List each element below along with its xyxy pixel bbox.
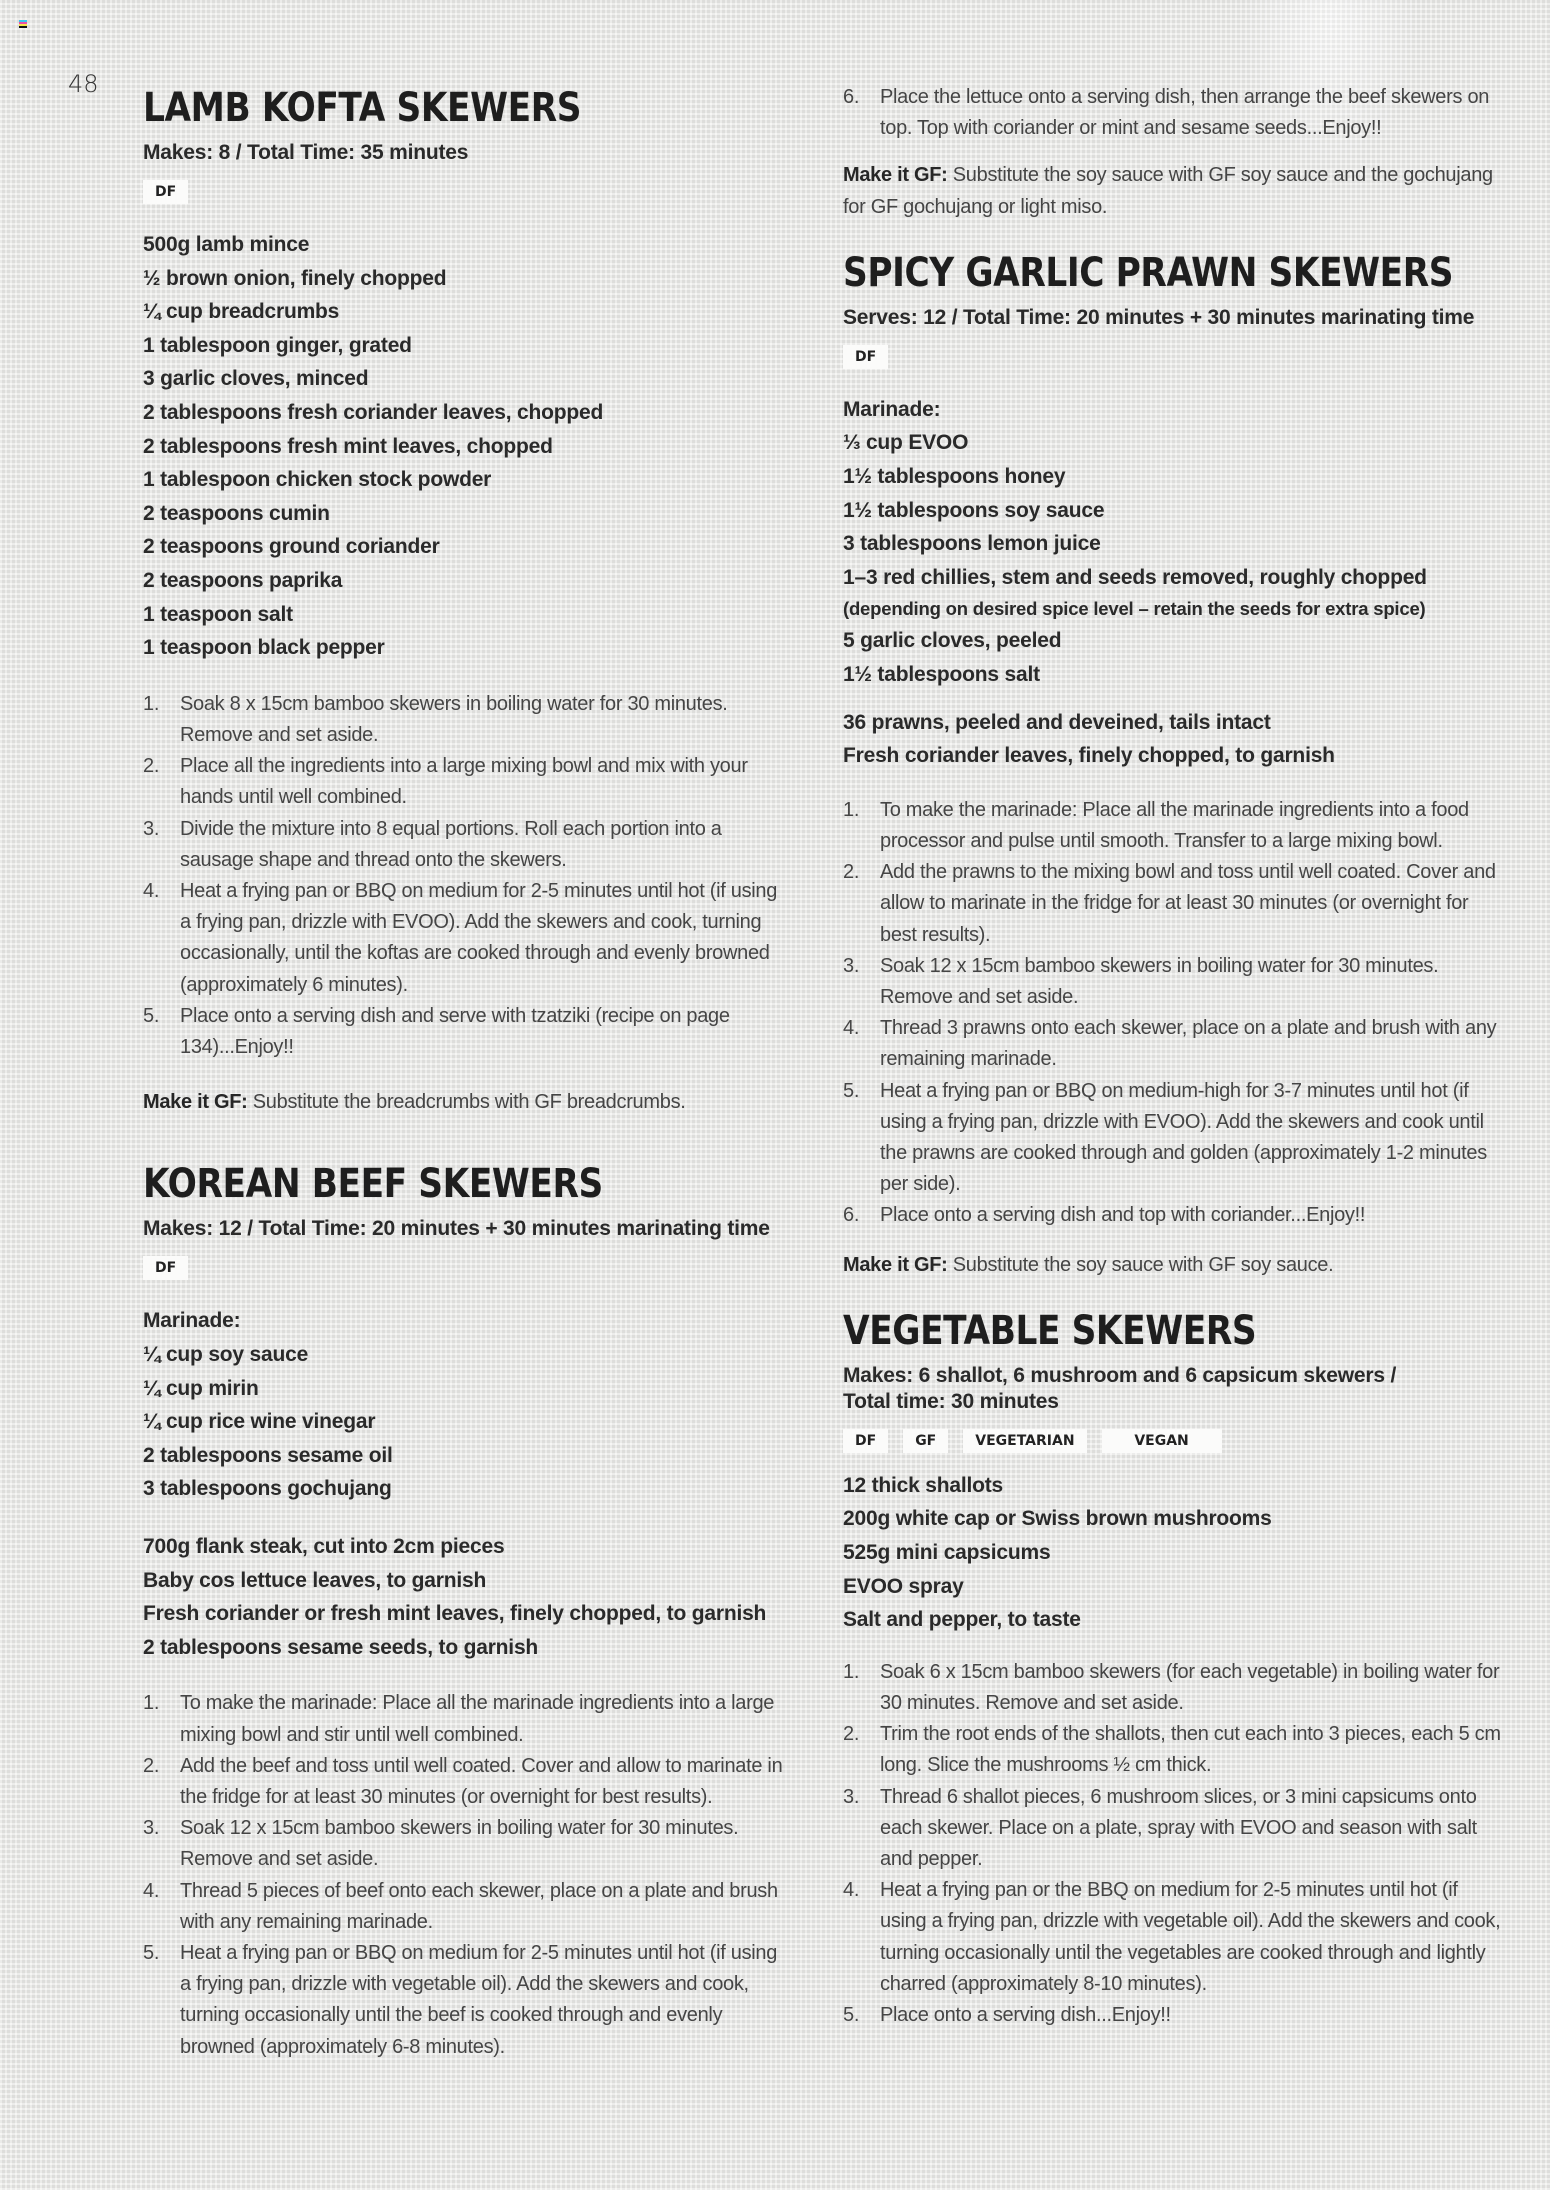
ingredient-list [143,1530,793,1664]
method-step: 5. Place onto a serving dish...Enjoy!! [843,2004,1171,2026]
dietary-badges [843,1429,1503,1453]
ingredient: 1 teaspoon black pepper [143,636,385,660]
badge-df: DF [843,345,888,369]
method-step: 5. Heat a frying pan or BBQ on medium for 2-5 minutes until hot (if using a frying pan, drizzle with vegetable oil). Add the skewers and cook, turning occasionally until the beef is cooked through and evenly browned (approximately 6-8 minutes). [143,1941,778,2058]
badge-vegetarian: VEGETARIAN [963,1429,1086,1453]
make-it-gf-note: Make it GF: Substitute the soy sauce with GF soy sauce. [843,1253,1334,1276]
dietary-badges [843,345,1503,369]
ingredient: 1½ tablespoons soy sauce [843,498,1105,522]
ingredient: 2 tablespoons fresh coriander leaves, chopped [143,400,604,424]
ingredient-list [843,706,1503,773]
make-it-gf-note: Make it GF: Substitute the soy sauce with GF soy sauce and the gochujang for GF gochujang or light miso. [843,164,1493,218]
ingredient: Baby cos lettuce leaves, to garnish [143,1568,487,1592]
recipe-meta: Makes: 6 shallot, 6 mushroom and 6 capsicum skewers / Total time: 30 minutes [843,1363,1397,1413]
recipe-korean-beef [143,1156,793,2062]
recipe-spicy-garlic-prawn [843,245,1503,1281]
ingredient: EVOO spray [843,1574,964,1598]
marinade-label: Marinade: [143,1309,241,1333]
ingredient: 5 garlic cloves, peeled [843,629,1062,653]
method-step: 1. Soak 8 x 15cm bamboo skewers in boiling water for 30 minutes. Remove and set aside. [143,692,728,746]
ingredient: 1 tablespoon ginger, grated [143,333,412,357]
ingredient: ¼ cup breadcrumbs [143,300,340,324]
ingredient: 3 tablespoons gochujang [143,1477,392,1501]
ingredient: Fresh coriander leaves, finely chopped, to garnish [843,744,1335,768]
ingredient: 12 thick shallots [843,1473,1003,1497]
ingredient: Salt and pepper, to taste [843,1608,1081,1632]
ingredient: 2 tablespoons sesame oil [143,1443,393,1467]
method-step: 3. Soak 12 x 15cm bamboo skewers in boiling water for 30 minutes. Remove and set aside. [143,1817,739,1871]
ingredient: 1–3 red chillies, stem and seeds removed, roughly chopped [843,565,1427,589]
ingredient: ½ brown onion, finely chopped [143,266,447,290]
right-column [843,82,1503,2031]
recipe-title: SPICY GARLIC PRAWN SKEWERS [843,249,1454,296]
method-steps [143,1688,793,2062]
ingredient-list [143,228,793,665]
marinade-list [143,1304,793,1506]
marinade-label: Marinade: [843,397,941,421]
method-step: 2. Trim the root ends of the shallots, then cut each into 3 pieces, each 5 cm long. Slice the mushrooms ½ cm thick. [843,1723,1501,1777]
ingredient: 1½ tablespoons salt [843,662,1040,686]
ingredient: ⅓ cup EVOO [843,431,969,455]
method-step: 4. Thread 5 pieces of beef onto each skewer, place on a plate and brush with any remaining marinade. [143,1879,778,1933]
marinade-list [843,393,1503,692]
method-step: 4. Heat a frying pan or BBQ on medium for 2-5 minutes until hot (if using a frying pan, drizzle with EVOO). Add the skewers and cook, turning occasionally, until the koftas are cooked through and evenly browned (approximately 6 minutes). [143,879,778,996]
method-step: 6. Place the lettuce onto a serving dish, then arrange the beef skewers on top. Top with coriander or mint and sesame seeds...Enjoy!! [843,86,1490,140]
ingredient-list [843,1469,1503,1637]
ingredient: 2 tablespoons sesame seeds, to garnish [143,1635,539,1659]
badge-df: DF [143,1256,188,1280]
method-step: 3. Divide the mixture into 8 equal portions. Roll each portion into a sausage shape and thread onto the skewers. [143,817,722,871]
method-step: 4. Thread 3 prawns onto each skewer, place on a plate and brush with any remaining marinade. [843,1017,1497,1071]
method-step: 3. Soak 12 x 15cm bamboo skewers in boiling water for 30 minutes. Remove and set aside. [843,954,1439,1008]
ingredient: 3 garlic cloves, minced [143,367,369,391]
method-steps [843,795,1503,1232]
print-registration-mark-icon [19,20,27,28]
make-it-gf-note: Make it GF: Substitute the breadcrumbs with GF breadcrumbs. [143,1091,686,1114]
ingredient: Fresh coriander or fresh mint leaves, finely chopped, to garnish [143,1602,767,1626]
ingredient: ¼ cup soy sauce [143,1342,309,1366]
ingredient: 500g lamb mince [143,233,310,256]
ingredient: 1 teaspoon salt [143,602,293,626]
recipe-vegetable [843,1303,1503,2031]
method-step: 2. Place all the ingredients into a large mixing bowl and mix with your hands until well combined. [143,755,748,809]
dietary-badges [143,1256,793,1280]
ingredient-note: (depending on desired spice level – retain the seeds for extra spice) [843,598,1426,620]
ingredient: 525g mini capsicums [843,1540,1051,1564]
ingredient: 700g flank steak, cut into 2cm pieces [143,1534,505,1558]
ingredient: 3 tablespoons lemon juice [843,532,1101,556]
method-step: 1. Soak 6 x 15cm bamboo skewers (for each vegetable) in boiling water for 30 minutes. Remove and set aside. [843,1660,1500,1714]
recipe-title: LAMB KOFTA SKEWERS [143,85,582,131]
method-steps [843,1657,1503,2031]
ingredient: ¼ cup rice wine vinegar [143,1410,376,1434]
method-step: 3. Thread 6 shallot pieces, 6 mushroom slices, or 3 mini capsicums onto each skewer. Place on a plate, spray with EVOO and season with salt and pepper. [843,1785,1477,1870]
method-step: 1. To make the marinade: Place all the marinade ingredients into a food processor and pulse until smooth. Transfer to a large mixing bowl. [843,798,1469,852]
ingredient: 200g white cap or Swiss brown mushrooms [843,1507,1272,1531]
left-column [143,80,793,2063]
method-step: 2. Add the prawns to the mixing bowl and toss until well coated. Cover and allow to marinate in the fridge for at least 30 minutes (or overnight for best results). [843,861,1496,946]
method-step: 6. Place onto a serving dish and top with coriander...Enjoy!! [843,1204,1366,1227]
badge-vegan: VEGAN [1102,1429,1222,1453]
method-step: 5. Heat a frying pan or BBQ on medium-high for 3-7 minutes until hot (if using a frying pan, drizzle with EVOO). Add the skewers and cook until the prawns are cooked through and golden (approximately 1-2 minutes per side). [843,1079,1487,1196]
recipe-meta: Makes: 8 / Total Time: 35 minutes [143,141,469,164]
recipe-meta: Serves: 12 / Total Time: 20 minutes + 30 minutes marinating time [843,305,1475,329]
method-step: 4. Heat a frying pan or the BBQ on medium for 2-5 minutes until hot (if using a frying pan, drizzle with vegetable oil). Add the skewers and cook, turning occasionally until the vegetables are cooked through and lightly charred (approximately 8-10 minutes). [843,1879,1501,1995]
page-number: 48 [68,70,99,98]
recipe-meta: Makes: 12 / Total Time: 20 minutes + 30 minutes marinating time [143,1217,770,1241]
ingredient: 2 teaspoons paprika [143,568,343,592]
method-step: 2. Add the beef and toss until well coated. Cover and allow to marinate in the fridge for at least 30 minutes (or overnight for best results). [143,1754,783,1808]
ingredient: 1 tablespoon chicken stock powder [143,468,492,492]
recipe-lamb-kofta [143,80,793,1118]
ingredient: 1½ tablespoons honey [843,465,1066,488]
ingredient: 2 tablespoons fresh mint leaves, chopped [143,434,553,458]
method-steps-continued [843,82,1503,144]
method-step: 1. To make the marinade: Place all the marinade ingredients into a large mixing bowl and stir until well combined. [143,1692,775,1746]
ingredient: 36 prawns, peeled and deveined, tails intact [843,710,1271,734]
dietary-badges [143,180,793,204]
ingredient: ¼ cup mirin [143,1376,259,1400]
badge-df: DF [143,180,188,204]
recipe-title: VEGETABLE SKEWERS [843,1307,1257,1354]
method-step: 5. Place onto a serving dish and serve with tzatziki (recipe on page 134)...Enjoy!! [143,1004,730,1058]
ingredient: 2 teaspoons ground coriander [143,535,440,559]
method-steps [143,689,793,1063]
recipe-title: KOREAN BEEF SKEWERS [143,1161,603,1208]
badge-df: DF [843,1429,888,1453]
ingredient: 2 teaspoons cumin [143,501,330,525]
badge-gf: GF [903,1429,948,1453]
